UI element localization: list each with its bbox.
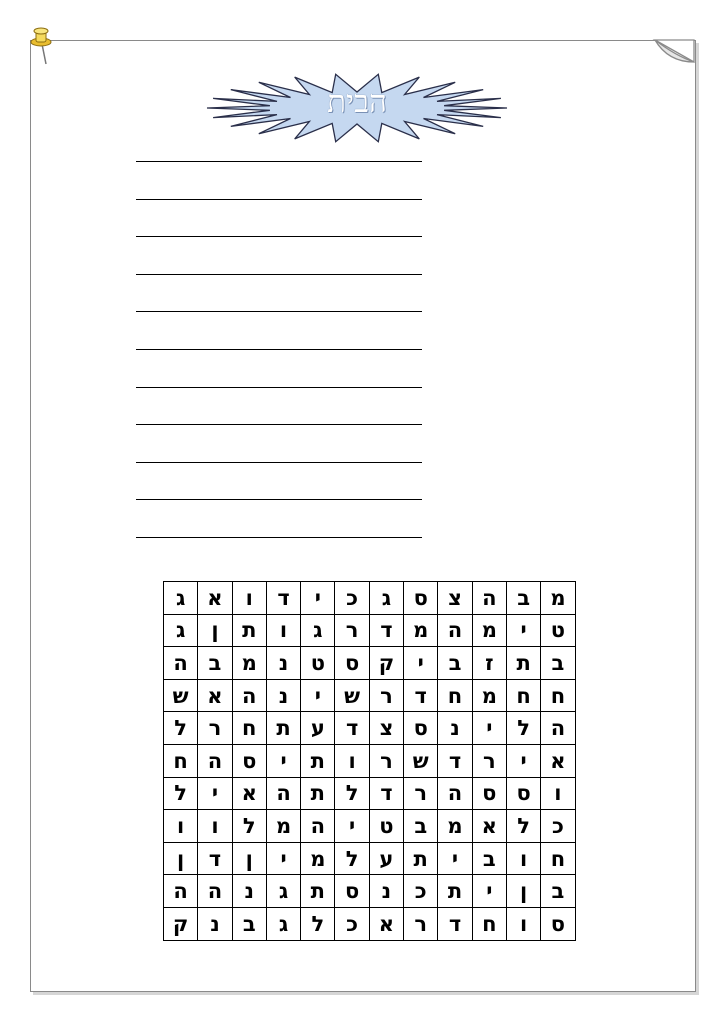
grid-row <box>164 907 576 940</box>
grid-cell[interactable]: י <box>335 810 369 843</box>
grid-cell[interactable]: ה <box>301 810 335 843</box>
grid-row <box>164 744 576 777</box>
answer-line[interactable] <box>136 274 422 275</box>
grid-cell[interactable]: ה <box>438 614 472 647</box>
grid-cell[interactable]: ה <box>472 582 506 615</box>
grid-cell[interactable]: ש <box>404 744 438 777</box>
grid-row <box>164 842 576 875</box>
grid-cell[interactable]: ו <box>335 744 369 777</box>
grid-cell[interactable]: ק <box>164 907 198 940</box>
grid-cell[interactable]: י <box>266 842 300 875</box>
answer-line[interactable] <box>136 462 422 463</box>
grid-cell[interactable]: א <box>472 810 506 843</box>
grid-cell[interactable]: ו <box>232 582 266 615</box>
grid-cell[interactable]: ש <box>164 679 198 712</box>
grid-cell[interactable]: נ <box>369 875 403 908</box>
grid-cell[interactable]: ו <box>164 810 198 843</box>
grid-cell[interactable]: י <box>301 679 335 712</box>
grid-cell[interactable]: ק <box>369 647 403 680</box>
grid-cell[interactable]: ר <box>198 712 232 745</box>
grid-row <box>164 777 576 810</box>
grid-cell[interactable]: ה <box>266 777 300 810</box>
grid-cell[interactable]: מ <box>266 810 300 843</box>
grid-cell[interactable]: ל <box>164 777 198 810</box>
grid-cell[interactable]: ב <box>404 810 438 843</box>
grid-cell[interactable]: ב <box>232 907 266 940</box>
grid-cell[interactable]: י <box>404 647 438 680</box>
grid-cell[interactable]: י <box>198 777 232 810</box>
answer-line[interactable] <box>136 424 422 425</box>
grid-cell[interactable]: ד <box>369 614 403 647</box>
grid-row <box>164 810 576 843</box>
grid-row <box>164 614 576 647</box>
grid-cell[interactable]: נ <box>438 712 472 745</box>
grid-cell[interactable]: ט <box>301 647 335 680</box>
grid-cell[interactable]: נ <box>232 875 266 908</box>
grid-cell[interactable]: ט <box>541 614 575 647</box>
grid-cell[interactable]: ס <box>335 875 369 908</box>
grid-cell[interactable]: ו <box>198 810 232 843</box>
grid-cell[interactable]: ו <box>266 614 300 647</box>
grid-cell[interactable]: ה <box>438 777 472 810</box>
grid-cell[interactable]: מ <box>472 679 506 712</box>
answer-line[interactable] <box>136 537 422 538</box>
grid-cell[interactable]: ב <box>472 842 506 875</box>
grid-cell[interactable]: נ <box>266 647 300 680</box>
grid-cell[interactable]: ז <box>472 647 506 680</box>
grid-cell[interactable]: ת <box>301 744 335 777</box>
grid-cell[interactable]: ג <box>266 907 300 940</box>
grid-cell[interactable]: ס <box>404 712 438 745</box>
grid-cell[interactable]: ן <box>232 842 266 875</box>
grid-cell[interactable]: ת <box>506 647 540 680</box>
grid-cell[interactable]: ו <box>506 907 540 940</box>
grid-cell[interactable]: מ <box>404 614 438 647</box>
grid-cell[interactable]: ל <box>335 842 369 875</box>
grid-row <box>164 712 576 745</box>
grid-cell[interactable]: י <box>301 582 335 615</box>
grid-cell[interactable]: ע <box>301 712 335 745</box>
grid-cell[interactable]: א <box>198 582 232 615</box>
grid-cell[interactable]: מ <box>301 842 335 875</box>
answer-line[interactable] <box>136 161 422 162</box>
grid-cell[interactable]: י <box>438 842 472 875</box>
grid-cell[interactable]: ו <box>541 777 575 810</box>
grid-cell[interactable]: ס <box>472 777 506 810</box>
grid-cell[interactable]: ה <box>232 679 266 712</box>
grid-cell[interactable]: ב <box>541 647 575 680</box>
grid-cell[interactable]: ל <box>232 810 266 843</box>
grid-cell[interactable]: א <box>198 679 232 712</box>
grid-cell[interactable]: ח <box>438 679 472 712</box>
grid-cell[interactable]: מ <box>541 582 575 615</box>
answer-line[interactable] <box>136 349 422 350</box>
grid-cell[interactable]: ת <box>438 875 472 908</box>
grid-cell[interactable]: מ <box>438 810 472 843</box>
grid-cell[interactable]: כ <box>541 810 575 843</box>
grid-cell[interactable]: ח <box>541 679 575 712</box>
grid-cell[interactable]: ד <box>404 679 438 712</box>
grid-cell[interactable]: ג <box>164 614 198 647</box>
grid-cell[interactable]: ל <box>335 777 369 810</box>
grid-cell[interactable]: ר <box>472 744 506 777</box>
grid-cell[interactable]: מ <box>232 647 266 680</box>
grid-cell[interactable]: ט <box>369 810 403 843</box>
grid-cell[interactable]: צ <box>369 712 403 745</box>
grid-cell[interactable]: ח <box>472 907 506 940</box>
grid-cell[interactable]: ג <box>369 582 403 615</box>
grid-cell[interactable]: ב <box>198 647 232 680</box>
grid-cell[interactable]: ר <box>335 614 369 647</box>
grid-row <box>164 875 576 908</box>
grid-cell[interactable]: מ <box>472 614 506 647</box>
grid-cell[interactable]: ל <box>301 907 335 940</box>
grid-cell[interactable]: ס <box>335 647 369 680</box>
grid-cell[interactable]: ר <box>369 744 403 777</box>
grid-cell[interactable]: י <box>472 875 506 908</box>
grid-cell[interactable]: ס <box>404 582 438 615</box>
grid-cell[interactable]: א <box>232 777 266 810</box>
grid-cell[interactable]: ח <box>232 712 266 745</box>
answer-line[interactable] <box>136 236 422 237</box>
grid-cell[interactable]: ד <box>369 777 403 810</box>
grid-cell[interactable]: ד <box>198 842 232 875</box>
grid-row <box>164 679 576 712</box>
grid-cell[interactable]: א <box>369 907 403 940</box>
grid-cell[interactable]: ת <box>266 712 300 745</box>
grid-cell[interactable]: ר <box>404 907 438 940</box>
grid-cell[interactable]: ע <box>369 842 403 875</box>
grid-cell[interactable]: ד <box>438 744 472 777</box>
grid-cell[interactable]: ר <box>369 679 403 712</box>
grid-cell[interactable]: ת <box>404 842 438 875</box>
grid-cell[interactable]: כ <box>404 875 438 908</box>
grid-cell[interactable]: ס <box>506 777 540 810</box>
grid-cell[interactable]: ן <box>164 842 198 875</box>
grid-cell[interactable]: ל <box>506 712 540 745</box>
word-search-grid <box>163 581 576 941</box>
grid-row <box>164 647 576 680</box>
grid-cell[interactable]: ה <box>164 647 198 680</box>
answer-line[interactable] <box>136 499 422 500</box>
grid-cell[interactable]: ח <box>164 744 198 777</box>
grid-cell[interactable]: ר <box>404 777 438 810</box>
page-title: הבית <box>327 84 387 120</box>
pushpin-icon <box>30 26 56 66</box>
grid-cell[interactable]: ל <box>506 810 540 843</box>
grid-cell[interactable]: ת <box>232 614 266 647</box>
grid-cell[interactable]: ן <box>198 614 232 647</box>
grid-cell[interactable]: ש <box>335 679 369 712</box>
grid-cell[interactable]: י <box>472 712 506 745</box>
grid-cell[interactable]: נ <box>198 907 232 940</box>
grid-cell[interactable]: ה <box>198 875 232 908</box>
grid-cell[interactable]: ת <box>301 875 335 908</box>
grid-row <box>164 582 576 615</box>
grid-cell[interactable]: ב <box>541 875 575 908</box>
grid-cell[interactable]: כ <box>335 582 369 615</box>
grid-cell[interactable]: ח <box>541 842 575 875</box>
grid-cell[interactable]: י <box>266 744 300 777</box>
grid-cell[interactable]: ל <box>164 712 198 745</box>
grid-cell[interactable]: ג <box>266 875 300 908</box>
grid-cell[interactable]: א <box>541 744 575 777</box>
grid-cell[interactable]: ה <box>164 875 198 908</box>
grid-cell[interactable]: צ <box>438 582 472 615</box>
grid-cell[interactable]: ה <box>541 712 575 745</box>
grid-cell[interactable]: ד <box>438 907 472 940</box>
grid-cell[interactable]: ד <box>266 582 300 615</box>
grid-cell[interactable]: נ <box>266 679 300 712</box>
answer-line[interactable] <box>136 199 422 200</box>
grid-cell[interactable]: ג <box>301 614 335 647</box>
grid-cell[interactable]: ס <box>541 907 575 940</box>
grid-cell[interactable]: ב <box>506 582 540 615</box>
grid-cell[interactable]: י <box>506 614 540 647</box>
answer-line[interactable] <box>136 311 422 312</box>
grid-cell[interactable]: ח <box>506 679 540 712</box>
grid-cell[interactable]: י <box>506 744 540 777</box>
grid-cell[interactable]: ד <box>335 712 369 745</box>
grid-cell[interactable]: ב <box>438 647 472 680</box>
grid-cell[interactable]: ס <box>232 744 266 777</box>
grid-cell[interactable]: ת <box>301 777 335 810</box>
grid-cell[interactable]: ו <box>506 842 540 875</box>
answer-line[interactable] <box>136 387 422 388</box>
grid-cell[interactable]: ג <box>164 582 198 615</box>
grid-cell[interactable]: כ <box>335 907 369 940</box>
grid-cell[interactable]: ן <box>506 875 540 908</box>
grid-cell[interactable]: ה <box>198 744 232 777</box>
